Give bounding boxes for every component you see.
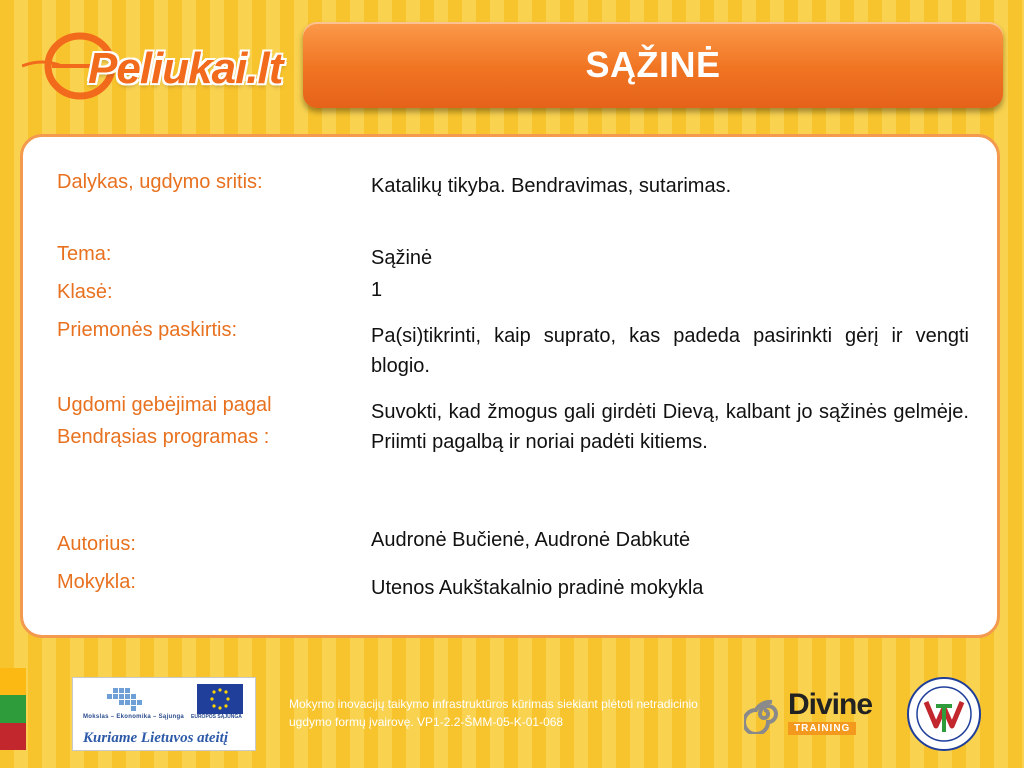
eu-flag-icon xyxy=(197,684,243,714)
value-grade: 1 xyxy=(371,279,383,301)
value-subject: Katalikų tikyba. Bendravimas, sutarimas. xyxy=(371,175,732,197)
value-author: Audronė Bučienė, Audronė Dabkutė xyxy=(371,529,691,551)
label-topic: Tema: xyxy=(57,243,112,265)
logo-text: Peliukai.lt xyxy=(88,44,283,93)
lithuanian-flag-icon xyxy=(0,668,26,750)
label-school: Mokykla: xyxy=(57,571,136,593)
value-skills: Suvokti, kad žmogus gali girdėti Dievą, kalbant jo sąžinės gelmėje. Priimti pagalbą ir noriai padėti kitiems. xyxy=(371,401,969,453)
label-skills: Ugdomi gebėjimai pagal Bendrąsias programas : xyxy=(57,394,272,448)
label-subject: Dalykas, ugdymo sritis: xyxy=(57,171,263,193)
value-topic: Sąžinė xyxy=(371,247,433,269)
school-seal-icon xyxy=(906,676,982,752)
label-grade: Klasė: xyxy=(57,281,113,303)
partner-left-text: Mokslas – Ekonomika – Sąjunga xyxy=(83,714,185,720)
partner-motto: Kuriame Lietuvos ateitį xyxy=(83,730,228,746)
label-purpose: Priemonės paskirtis: xyxy=(57,319,238,341)
label-author: Autorius: xyxy=(57,533,136,555)
slide-title: SĄŽINĖ xyxy=(585,44,721,85)
spiral-icon xyxy=(744,694,784,734)
value-school: Utenos Aukštakalnio pradinė mokykla xyxy=(371,577,704,599)
divine-sub: TRAINING xyxy=(788,722,856,735)
partner-eu-text: EUROPOS SĄJUNGA xyxy=(191,714,242,720)
content-panel xyxy=(20,134,1000,638)
divine-word: Divine xyxy=(788,688,873,721)
divine-training-logo xyxy=(744,688,874,740)
peliukai-logo xyxy=(22,28,284,103)
project-text: Mokymo inovacijų taikymo infrastruktūros kūrimas siekiant plėtoti netradicinio ugdymo formų įvairovę. VP1-2.2-ŠMM-05-K-01-068 xyxy=(289,697,698,729)
title-banner xyxy=(303,22,1003,108)
value-purpose: Pa(si)tikrinti, kaip suprato, kas padeda pasirinkti gėrį ir vengti blogio. xyxy=(371,325,969,377)
partner-logos xyxy=(72,677,256,751)
esf-dots-icon xyxy=(103,684,163,714)
